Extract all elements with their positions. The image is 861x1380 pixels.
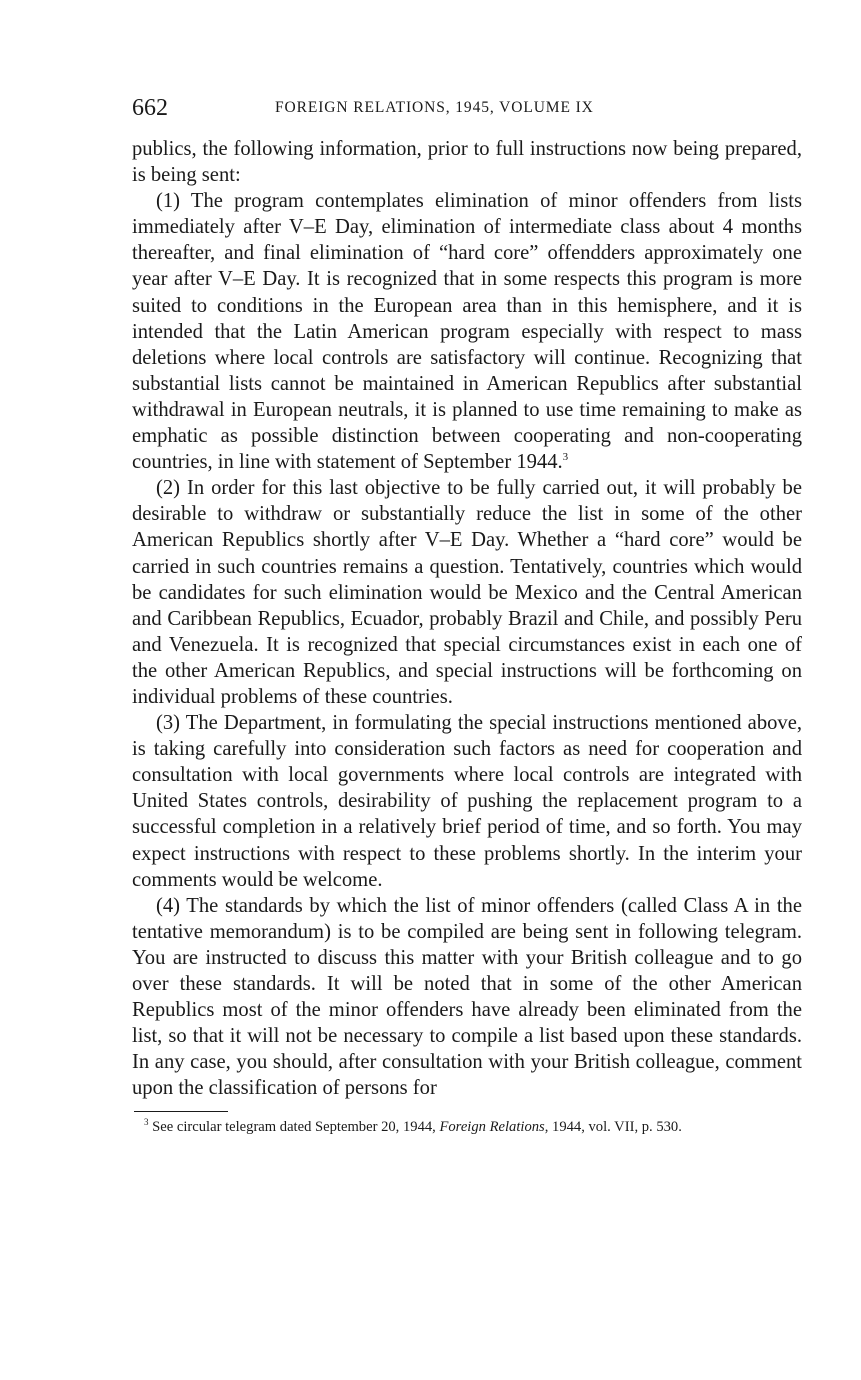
body-text: [132, 136, 802, 1101]
paragraph-4: (4) The standards by which the list of minor offenders (called Class A in the tentative memorandum) is to be compiled are being sent in following telegram. You are instructed to discuss this matter with your British colleague and to go over these standards. It will be noted that in some of the other American Republics most of the minor offenders have already been eliminated from the list, so that it will not be necessary to compile a list based upon these standards. In any case, you should, after consultation with your British colleague, comment upon the classification of persons for: [132, 894, 802, 1100]
paragraph-3: (3) The Department, in formulating the special instructions mentioned above, is taking carefully into consideration such factors as need for cooperation and consultation with local governments where local controls are integrated with United States controls, desirability of pushing the replacement program to a successful completion in a relatively brief period of time, and so forth. You may expect instructions with respect to these problems shortly. In the interim your comments would be welcome.: [132, 712, 802, 891]
footnote-italic-title: Foreign Relations: [439, 1119, 545, 1136]
footnote-marker: 3: [144, 1117, 149, 1128]
footnote-reference[interactable]: 3: [562, 451, 569, 464]
paragraph-1-text: (1) The program contemplates elimination of minor offenders from lists immediately after V–E Day, elimination of intermediate class about 4 months thereafter, and final elimination of “hard core” offendders approximately one year after V–E Day. It is recognized that in some respects this program is more suited to conditions in the European area than in this hemisphere, and it is intended that the Latin American program especially with respect to mass deletions where local controls are satisfactory will continue. Recognizing that substantial lists cannot be maintained in American Republics after substantial withdrawal in European neutrals, it is planned to use time remaining to make as emphatic as possible distinction between cooperating and non-cooperating countries, in line with statement of September 1944.: [132, 190, 802, 474]
document-page: [132, 88, 802, 1136]
continuation-paragraph: publics, the following information, prior to full instructions now being prepared, is being sent:: [132, 138, 802, 187]
footnote: [134, 1118, 802, 1136]
paragraph-2: (2) In order for this last objective to be fully carried out, it will probably be desirable to withdraw or substantially reduce the list in some of the other American Republics shortly after V–E Day. Whether a “hard core” would be carried in such countries remains a question. Tentatively, countries which would be candidates for such elimination would be Mexico and the Central American and Caribbean Republics, Ecuador, probably Brazil and Chile, and possibly Peru and Venezuela. It is recognized that special circumstances exist in each one of the other American Republics, and special instructions will be forthcoming on individual problems of these countries.: [132, 477, 802, 708]
running-title: FOREIGN RELATIONS, 1945, VOLUME IX: [275, 99, 594, 116]
footnote-divider: [134, 1111, 228, 1112]
page-number: 662: [132, 95, 168, 121]
footnote-text-after: , 1944, vol. VII, p. 530.: [544, 1119, 682, 1136]
footnote-text-before: See circular telegram dated September 20, 1944,: [152, 1119, 440, 1136]
paragraph-1: [132, 188, 802, 475]
running-header: [132, 88, 802, 128]
